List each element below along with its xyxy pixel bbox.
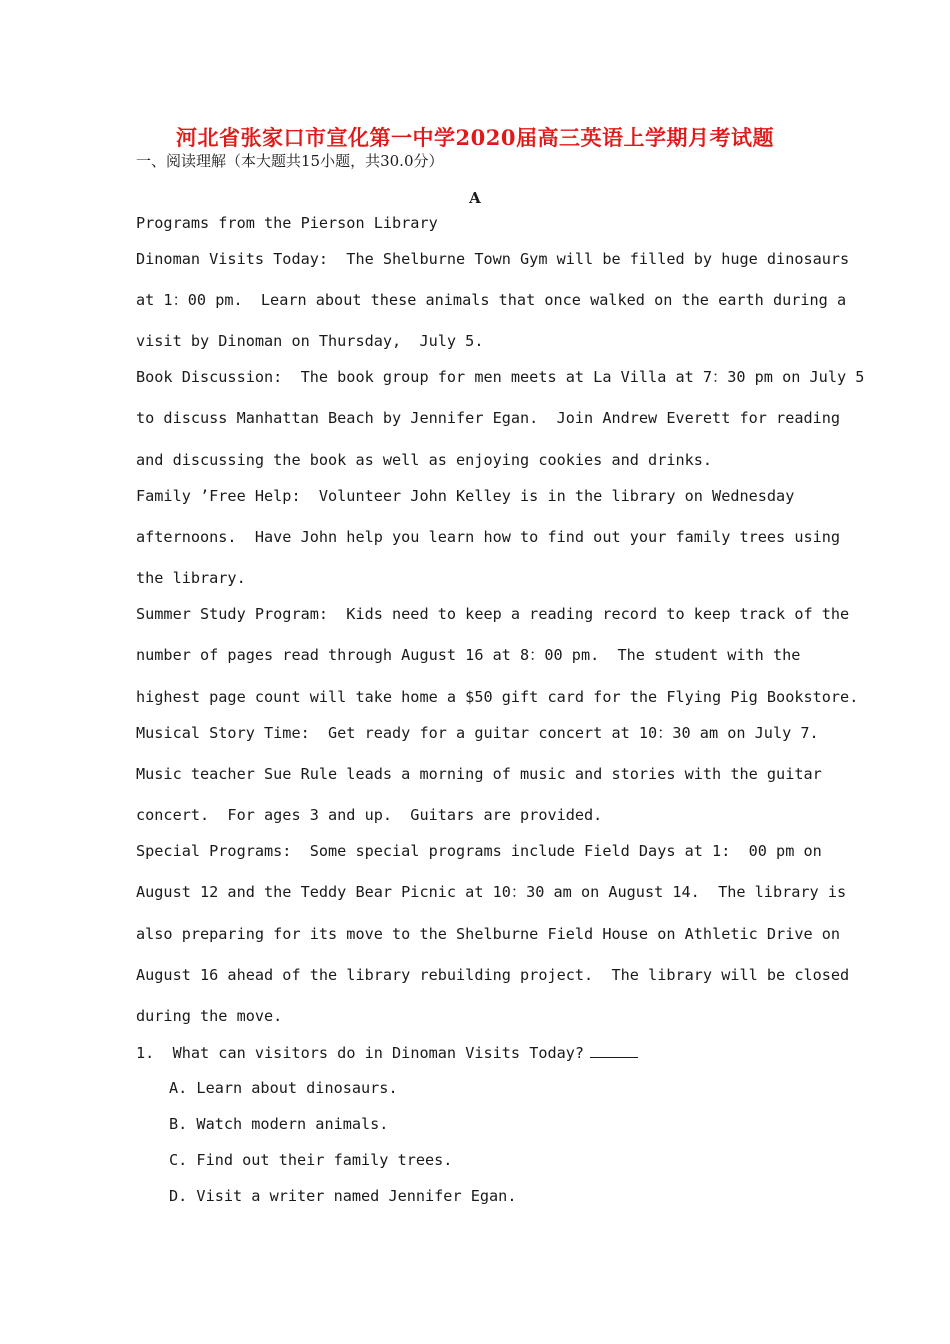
passage-line: Family ’Free Help: Volunteer John Kelley is in the library on Wednesday — [136, 487, 795, 505]
passage-line: Special Programs: Some special programs include Field Days at 1: 00 pm on — [136, 842, 822, 860]
passage-line: at 1：00 pm. Learn about these animals that once walked on the earth during a — [136, 291, 847, 309]
passage-line: Book Discussion: The book group for men meets at La Villa at 7：30 pm on July 5 — [136, 368, 865, 386]
question-text: What can visitors do in Dinoman Visits Today? — [172, 1044, 585, 1062]
answer-option-c: C. Find out their family trees. — [169, 1151, 453, 1169]
passage-line: concert. For ages 3 and up. Guitars are provided. — [136, 806, 603, 824]
passage-line: to discuss Manhattan Beach by Jennifer Egan. Join Andrew Everett for reading — [136, 409, 841, 427]
passage-line: Summer Study Program: Kids need to keep a reading record to keep track of the — [136, 605, 850, 623]
answer-blank[interactable] — [590, 1043, 638, 1058]
passage-line: visit by Dinoman on Thursday, July 5. — [136, 332, 484, 350]
answer-option-a: A. Learn about dinosaurs. — [169, 1079, 398, 1097]
part-label: A — [469, 189, 481, 207]
passage-line: August 16 ahead of the library rebuilding project. The library will be closed — [136, 966, 850, 984]
passage-line: Dinoman Visits Today: The Shelburne Town Gym will be filled by huge dinosaurs — [136, 250, 850, 268]
passage-line: Music teacher Sue Rule leads a morning of music and stories with the guitar — [136, 765, 822, 783]
answer-option-d: D. Visit a writer named Jennifer Egan. — [169, 1187, 517, 1205]
passage-line: during the move. — [136, 1007, 283, 1025]
answer-option-b: B. Watch modern animals. — [169, 1115, 389, 1133]
passage-line: highest page count will take home a $50 gift card for the Flying Pig Bookstore. — [136, 688, 859, 706]
passage-line: Musical Story Time: Get ready for a guitar concert at 10：30 am on July 7. — [136, 724, 819, 742]
passage-line: and discussing the book as well as enjoying cookies and drinks. — [136, 451, 713, 469]
passage-line: the library. — [136, 569, 246, 587]
passage-line: number of pages read through August 16 at 8：00 pm. The student with the — [136, 646, 801, 664]
question-number: 1. — [136, 1044, 155, 1062]
passage-title: Programs from the Pierson Library — [136, 214, 438, 232]
passage-line: August 12 and the Teddy Bear Picnic at 10：30 am on August 14. The library is — [136, 883, 847, 901]
passage-line: also preparing for its move to the Shelburne Field House on Athletic Drive on — [136, 925, 841, 943]
question-stem — [136, 1043, 638, 1062]
document-title: 河北省张家口市宣化第一中学2020届高三英语上学期月考试题 — [176, 125, 774, 150]
passage-line: afternoons. Have John help you learn how to find out your family trees using — [136, 528, 841, 546]
section-heading: 一、阅读理解（本大题共15小题，共30.0分） — [136, 152, 444, 170]
